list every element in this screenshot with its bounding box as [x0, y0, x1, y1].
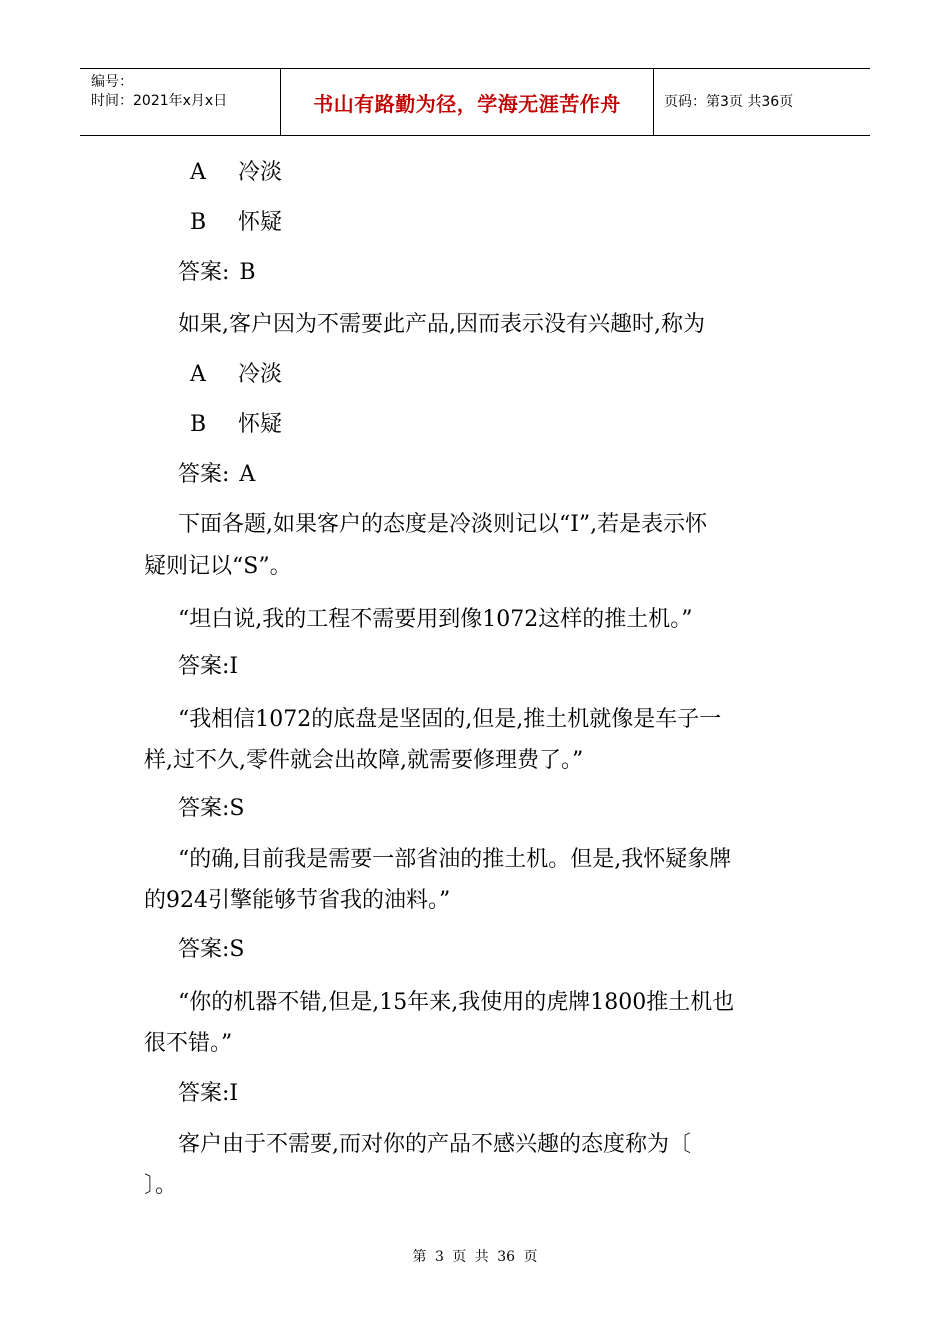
q1-option-b: [190, 208, 282, 238]
header-motto-cell: [281, 69, 654, 135]
option-letter: A: [190, 160, 206, 185]
option-text: 冷淡: [238, 362, 283, 387]
statement-1-answer: 答案:I: [178, 654, 239, 679]
answer-label: 答案:: [178, 462, 230, 487]
q1-answer: [178, 258, 256, 288]
q2-option-a: [190, 360, 282, 390]
intro-line-1: 下面各题,如果客户的态度是冷淡则记以“I”,若是表示怀: [178, 512, 708, 537]
q2-answer: [178, 460, 255, 490]
header-info-cell: [80, 69, 281, 135]
statement-3-line-2: 的924引擎能够节省我的油料。”: [144, 888, 451, 913]
option-letter: A: [190, 362, 206, 387]
page-header: [80, 68, 870, 136]
q3-line-1: 客户由于不需要,而对你的产品不感兴趣的态度称为〔: [178, 1132, 691, 1157]
header-page-info: 页码：第3页 共36页: [664, 94, 794, 110]
answer-label: 答案:: [178, 260, 230, 285]
statement-2-line-2: 样,过不久,零件就会出故障,就需要修理费了。”: [144, 748, 584, 773]
answer-value: B: [239, 260, 256, 285]
document-number-label: 编号：: [91, 74, 133, 90]
statement-3-line-1: “的确,目前我是需要一部省油的推土机。但是,我怀疑象牌: [178, 847, 732, 872]
statement-4-line-2: 很不错。”: [144, 1031, 233, 1056]
statement-1: “坦白说,我的工程不需要用到像1072这样的推土机。”: [178, 607, 693, 632]
statement-3-answer: 答案:S: [178, 937, 245, 962]
option-letter: B: [190, 412, 207, 437]
q2-option-b: [190, 410, 282, 440]
q1-option-a: [190, 158, 282, 188]
statement-4-answer: 答案:I: [178, 1081, 239, 1106]
document-date-label: 时间：2021年x月x日: [91, 93, 228, 109]
statement-2-line-1: “我相信1072的底盘是坚固的,但是,推土机就像是车子一: [178, 707, 722, 732]
option-text: 冷淡: [238, 160, 283, 185]
q2-question: 如果,客户因为不需要此产品,因而表示没有兴趣时,称为: [178, 312, 705, 337]
header-motto: 书山有路勤为径，学海无涯苦作舟: [313, 91, 621, 116]
q3-line-2: 〕。: [144, 1173, 178, 1198]
intro-line-2: 疑则记以“S”。: [144, 554, 292, 579]
page-footer: 第 3 页 共 36 页: [412, 1249, 538, 1265]
option-text: 怀疑: [238, 210, 283, 235]
statement-4-line-1: “你的机器不错,但是,15年来,我使用的虎牌1800推土机也: [178, 990, 735, 1015]
option-text: 怀疑: [238, 412, 283, 437]
statement-2-answer: 答案:S: [178, 796, 245, 821]
option-letter: B: [190, 210, 207, 235]
answer-value: A: [239, 462, 256, 487]
header-page-cell: [654, 69, 870, 135]
